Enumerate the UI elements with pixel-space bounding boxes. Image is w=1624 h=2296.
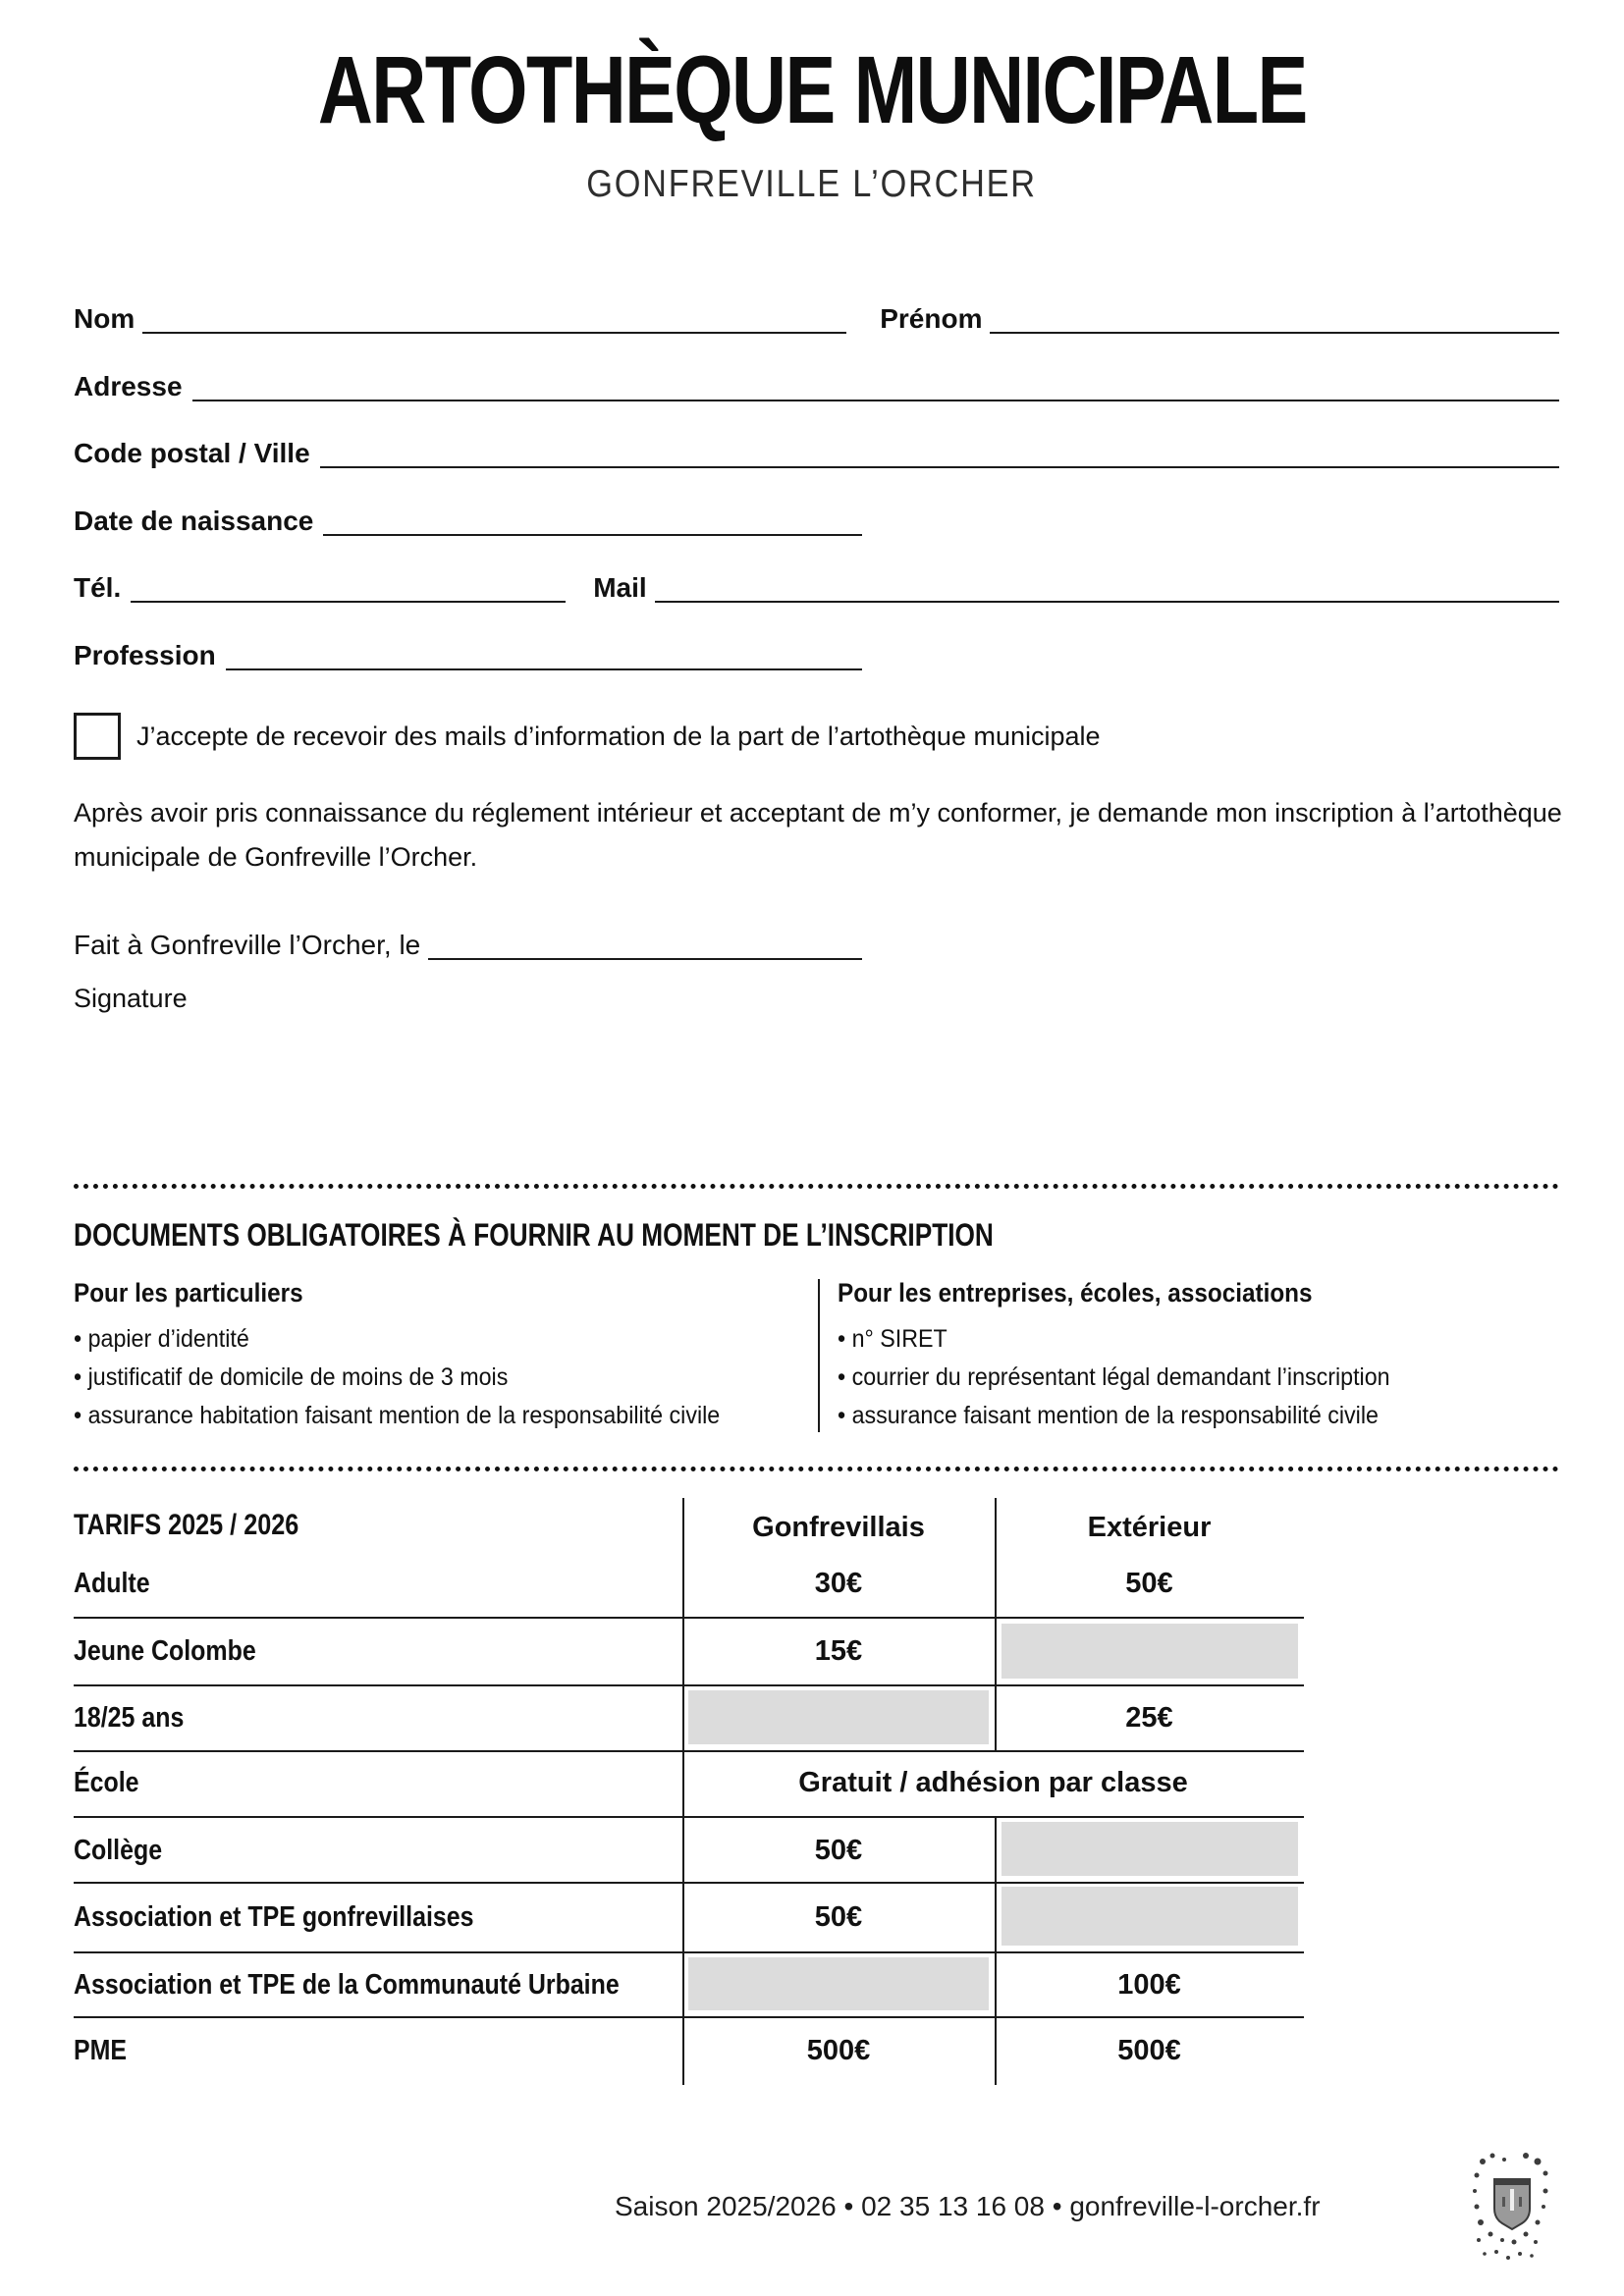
tariff-value: 15€ — [814, 1635, 863, 1667]
redacted-cell-18-25-gonfrevillais — [688, 1690, 989, 1744]
row-code-postal — [74, 433, 1559, 468]
code-postal-label: Code postal / Ville — [74, 438, 310, 468]
adresse-label: Adresse — [74, 371, 183, 401]
tariff-row-label: Jeune Colombe — [74, 1635, 256, 1667]
row-fait-a — [74, 925, 862, 960]
tariff-value: 50€ — [1125, 1568, 1173, 1599]
signature-label: Signature — [74, 984, 188, 1013]
tariff-value: 100€ — [1117, 1969, 1181, 2001]
particuliers-title: Pour les particuliers — [74, 1278, 303, 1308]
date-signature-line[interactable] — [428, 929, 862, 960]
table-hline — [74, 2016, 1304, 2018]
entreprises-title: Pour les entreprises, écoles, associations — [838, 1278, 1313, 1308]
agreement-line-1: Après avoir pris connaissance du réglement intérieur et acceptant de m’y conformer, je demande mon inscription à l’artothèque — [74, 798, 1562, 828]
table-hline — [74, 1617, 1304, 1619]
tariff-row-label: PME — [74, 2035, 128, 2066]
tariff-value: 50€ — [814, 1901, 863, 1933]
tariff-value-merged: Gratuit / adhésion par classe — [798, 1767, 1188, 1798]
entreprises-item: • assurance faisant mention de la responsabilité civile — [838, 1397, 1495, 1435]
tariff-row-label: Collège — [74, 1835, 163, 1866]
tel-input-line[interactable] — [131, 571, 566, 603]
documents-entreprises — [838, 1278, 1544, 1435]
redacted-cell-assoc-gonfrevillaises-exterieur — [1001, 1887, 1298, 1946]
tariff-row-label: 18/25 ans — [74, 1702, 185, 1734]
footer-text: Saison 2025/2026 • 02 35 13 16 08 • gonfreville-l-orcher.fr — [615, 2191, 1321, 2221]
consent-checkbox[interactable] — [74, 713, 121, 760]
tariff-value: 25€ — [1125, 1702, 1173, 1734]
documents-column-divider — [818, 1279, 820, 1432]
entreprises-item: • courrier du représentant légal demandant l’inscription — [838, 1359, 1495, 1397]
table-hline — [74, 1750, 1304, 1752]
tariff-row-label: École — [74, 1767, 139, 1798]
naissance-input-line[interactable] — [323, 505, 862, 536]
agreement-line-2: municipale de Gonfreville l’Orcher. — [74, 842, 478, 872]
dotted-separator-bottom — [74, 1467, 1559, 1471]
tariff-value: 500€ — [806, 2035, 871, 2066]
adresse-input-line[interactable] — [192, 370, 1559, 401]
tel-label: Tél. — [74, 572, 122, 603]
tariff-value: 30€ — [814, 1568, 863, 1599]
row-profession — [74, 635, 862, 670]
row-adresse — [74, 366, 1559, 401]
column-header-gonfrevillais: Gonfrevillais — [752, 1512, 925, 1543]
agreement-paragraph — [74, 791, 1562, 880]
table-hline — [74, 1951, 1304, 1953]
profession-input-line[interactable] — [226, 639, 862, 670]
code-postal-input-line[interactable] — [320, 437, 1559, 468]
coat-of-arms-icon — [1469, 2148, 1551, 2269]
table-hline — [74, 1684, 1304, 1686]
documents-heading: DOCUMENTS OBLIGATOIRES À FOURNIR AU MOMENT DE L’INSCRIPTION — [74, 1217, 994, 1253]
profession-label: Profession — [74, 640, 216, 670]
consent-row — [74, 713, 1101, 760]
tariff-value: 500€ — [1117, 2035, 1181, 2066]
nom-label: Nom — [74, 303, 135, 334]
entreprises-item: • n° SIRET — [838, 1320, 1495, 1359]
tariffs-heading: TARIFS 2025 / 2026 — [74, 1509, 299, 1541]
consent-label: J’accepte de recevoir des mails d’information de la part de l’artothèque municipale — [136, 721, 1101, 751]
dotted-separator-top — [74, 1184, 1559, 1189]
row-tel-mail — [74, 567, 1559, 603]
redacted-cell-jeune-colombe-exterieur — [1001, 1624, 1298, 1679]
particuliers-item: • papier d’identité — [74, 1320, 694, 1359]
fait-label: Fait à Gonfreville l’Orcher, le — [74, 930, 421, 960]
prenom-label: Prénom — [880, 303, 983, 334]
page-title: ARTOTHÈQUE MUNICIPALE — [317, 36, 1307, 143]
naissance-label: Date de naissance — [74, 506, 314, 536]
particuliers-item: • assurance habitation faisant mention de la responsabilité civile — [74, 1397, 694, 1435]
mail-label: Mail — [593, 572, 647, 603]
documents-particuliers — [74, 1278, 741, 1435]
tariff-row-label: Association et TPE de la Communauté Urbaine — [74, 1969, 620, 2001]
column-header-exterieur: Extérieur — [1087, 1512, 1212, 1543]
nom-input-line[interactable] — [142, 302, 846, 334]
row-naissance — [74, 501, 862, 536]
page-subtitle: GONFREVILLE L’ORCHER — [586, 163, 1038, 205]
row-nom-prenom — [74, 298, 1559, 334]
mail-input-line[interactable] — [655, 571, 1559, 603]
redacted-cell-college-exterieur — [1001, 1822, 1298, 1876]
tariff-row-label: Adulte — [74, 1568, 150, 1599]
tariff-row-label: Association et TPE gonfrevillaises — [74, 1901, 474, 1933]
redacted-cell-assoc-cu-gonfrevillais — [688, 1957, 989, 2010]
tariff-value: 50€ — [814, 1835, 863, 1866]
prenom-input-line[interactable] — [990, 302, 1559, 334]
table-hline — [74, 1882, 1304, 1884]
table-hline — [74, 1816, 1304, 1818]
particuliers-item: • justificatif de domicile de moins de 3 mois — [74, 1359, 694, 1397]
